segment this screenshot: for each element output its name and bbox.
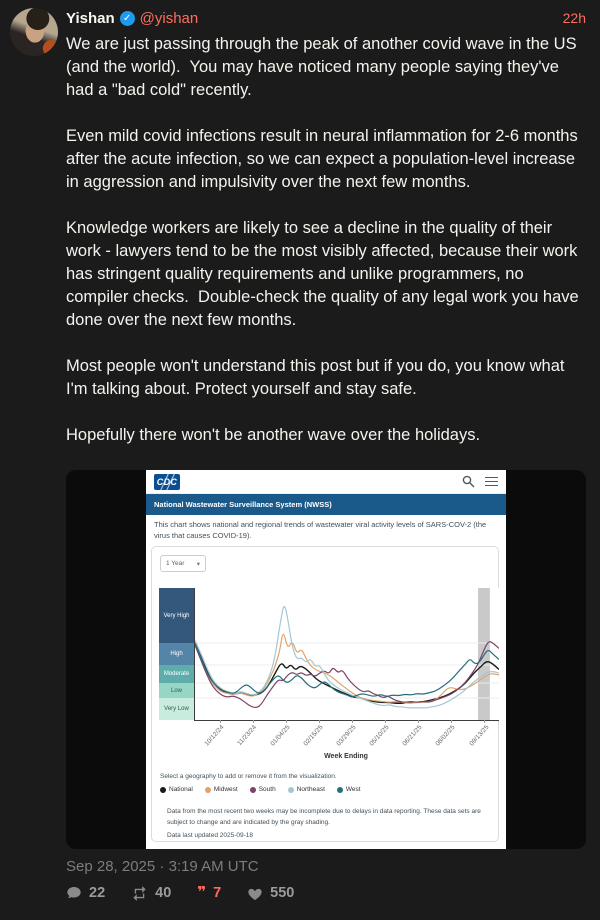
comment-count: 22	[89, 885, 106, 901]
tweet-paragraph: We are just passing through the peak of another covid wave in the US (and the world). You may have noticed many people saying they've had a "bad cold" recently.	[66, 35, 582, 99]
legend-item-national[interactable]	[160, 786, 193, 793]
verified-badge-icon: ✓	[120, 11, 135, 26]
retweet-icon	[131, 886, 148, 901]
chart-plot	[194, 588, 499, 721]
y-band-very-high: Very High	[159, 588, 194, 643]
x-axis-label: Week Ending	[324, 753, 368, 760]
chevron-down-icon: ▾	[196, 560, 200, 568]
y-band-low: Low	[159, 683, 194, 698]
legend-dot	[288, 787, 294, 793]
legend-dot	[337, 787, 343, 793]
y-bands	[159, 588, 194, 721]
retweet-count: 40	[155, 885, 172, 901]
cdc-screenshot	[146, 470, 506, 849]
cdc-description: This chart shows national and regional trends of wastewater viral activity levels of SARS-COV-2 (the virus that causes COVID-19).	[154, 520, 487, 541]
author-handle[interactable]: @yishan	[139, 9, 199, 27]
legend-item-west[interactable]	[337, 786, 361, 793]
y-band-very-low: Very Low	[159, 698, 194, 720]
timeframe-dropdown	[160, 555, 206, 572]
image-attachment[interactable]	[66, 470, 586, 849]
cdc-topbar	[146, 470, 506, 494]
tweet-paragraph: Most people won't understand this post but if you do, you know what I'm talking about. Protect yourself and stay safe.	[66, 357, 570, 398]
legend-label: Northeast	[296, 786, 325, 793]
comment-icon	[66, 885, 82, 901]
geography-hint: Select a geography to add or remove it from the visualization.	[160, 773, 337, 780]
tweet-header	[66, 8, 586, 28]
stat-retweets[interactable]	[131, 885, 171, 901]
y-band-moderate: Moderate	[159, 665, 194, 683]
legend-label: West	[345, 786, 361, 793]
like-count: 550	[270, 885, 295, 901]
cdc-logo: CDC	[154, 474, 180, 490]
avatar[interactable]	[10, 8, 58, 56]
stat-comments[interactable]	[66, 885, 105, 901]
legend-dot	[160, 787, 166, 793]
legend-dot	[250, 787, 256, 793]
tweet-paragraph: Knowledge workers are likely to see a decline in the quality of their work - lawyers tend to be the most visibly affected, because their work has stringent quality requirements and unlike programmers, no compiler checks. Double-check the quality of any legal work you have done over the next few months.	[66, 219, 584, 329]
stat-likes[interactable]	[247, 885, 294, 901]
tweet-text	[66, 33, 586, 447]
tweet-paragraph: Even mild covid infections result in neural inflammation for 2-6 months after the acute infection, so we can expect a population-level increase in aggression and impulsivity over the next few months.	[66, 127, 583, 191]
chart-card	[151, 546, 499, 842]
cdc-banner-title: National Wastewater Surveillance System (NWSS)	[146, 494, 506, 515]
legend-item-midwest[interactable]	[205, 786, 238, 793]
y-band-high: High	[159, 643, 194, 665]
timeframe-value: 1 Year	[166, 560, 185, 567]
wastewater-chart	[159, 588, 499, 721]
tweet-stats	[66, 885, 586, 901]
legend-dot	[205, 787, 211, 793]
legend-label: National	[169, 786, 193, 793]
tweet-date: Sep 28, 2025 · 3:19 AM UTC	[66, 858, 259, 875]
heart-icon	[247, 886, 263, 901]
tweet-paragraph: Hopefully there won't be another wave over the holidays.	[66, 426, 481, 444]
data-last-updated: Data last updated 2025-09-18	[167, 832, 254, 839]
menu-icon	[485, 477, 498, 487]
quote-icon: ❞	[197, 884, 207, 901]
series-line-national	[195, 643, 499, 703]
legend-label: Midwest	[213, 786, 238, 793]
search-icon	[462, 475, 475, 488]
legend-label: South	[258, 786, 276, 793]
stat-quotes[interactable]	[197, 885, 221, 901]
legend-item-northeast[interactable]	[288, 786, 325, 793]
x-tick-labels: 10/12/24 11/23/24 01/04/25 02/15/25 03/29/25 05/10/25 06/21/25 08/02/25 09/13/25	[194, 722, 498, 750]
data-note: Data from the most recent two weeks may be incomplete due to delays in data reporting. These data sets are subject to change and are indicated by the gray shading.	[167, 808, 481, 827]
author-name[interactable]: Yishan	[66, 9, 115, 27]
tweet-timestamp[interactable]: 22h	[562, 10, 586, 26]
legend-item-south[interactable]	[250, 786, 276, 793]
chart-legend	[160, 786, 361, 793]
quote-count: 7	[213, 885, 222, 901]
